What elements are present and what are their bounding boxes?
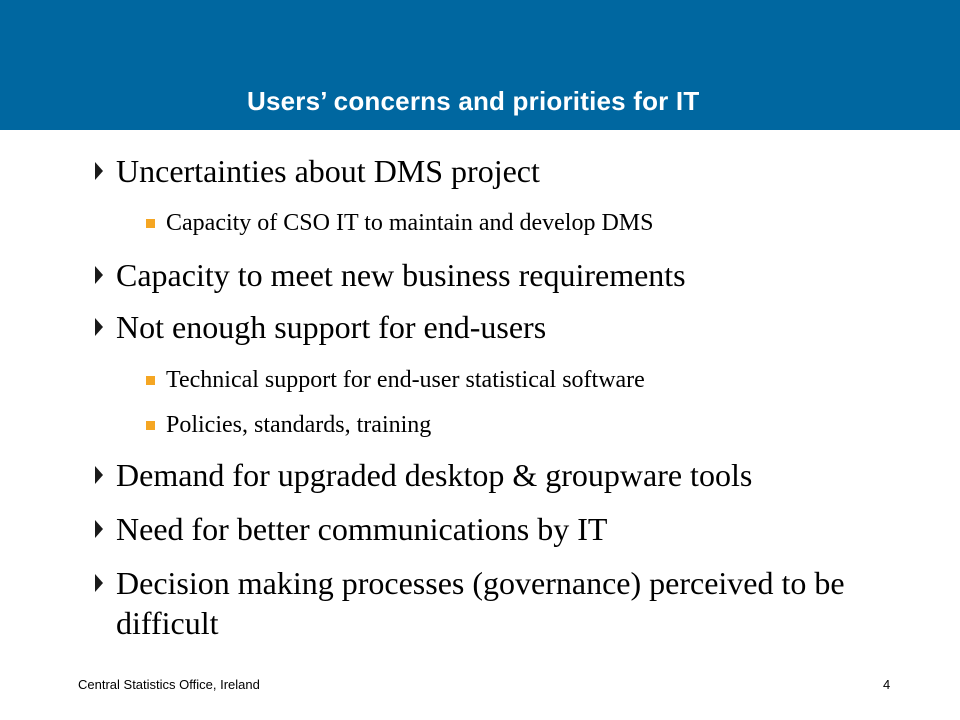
- sub-bullet-item: Technical support for end-user statistical software: [166, 367, 645, 393]
- chevron-right-icon: [95, 162, 103, 180]
- chevron-right-icon: [95, 520, 103, 538]
- bullet-item: Capacity to meet new business requirements: [116, 257, 686, 293]
- bullet-item: Uncertainties about DMS project: [116, 153, 540, 189]
- chevron-right-icon: [95, 318, 103, 336]
- bullet-item: Demand for upgraded desktop & groupware tools: [116, 457, 753, 493]
- page-number: 4: [883, 677, 891, 692]
- square-bullet-icon: [146, 421, 155, 430]
- bullet-item: Not enough support for end-users: [116, 309, 547, 345]
- bullet-item: Decision making processes (governance) perceived to be difficult: [116, 565, 845, 641]
- sub-bullet-item: Policies, standards, training: [166, 412, 432, 438]
- chevron-right-icon: [95, 466, 103, 484]
- chevron-right-icon: [95, 574, 103, 592]
- bullet-item: Need for better communications by IT: [116, 511, 608, 547]
- sub-bullet-item: Capacity of CSO IT to maintain and develop DMS: [166, 210, 654, 236]
- slide-title: Users’ concerns and priorities for IT: [247, 86, 700, 116]
- footer-organization: Central Statistics Office, Ireland: [78, 677, 260, 692]
- square-bullet-icon: [146, 376, 155, 385]
- chevron-right-icon: [95, 266, 103, 284]
- square-bullet-icon: [146, 219, 155, 228]
